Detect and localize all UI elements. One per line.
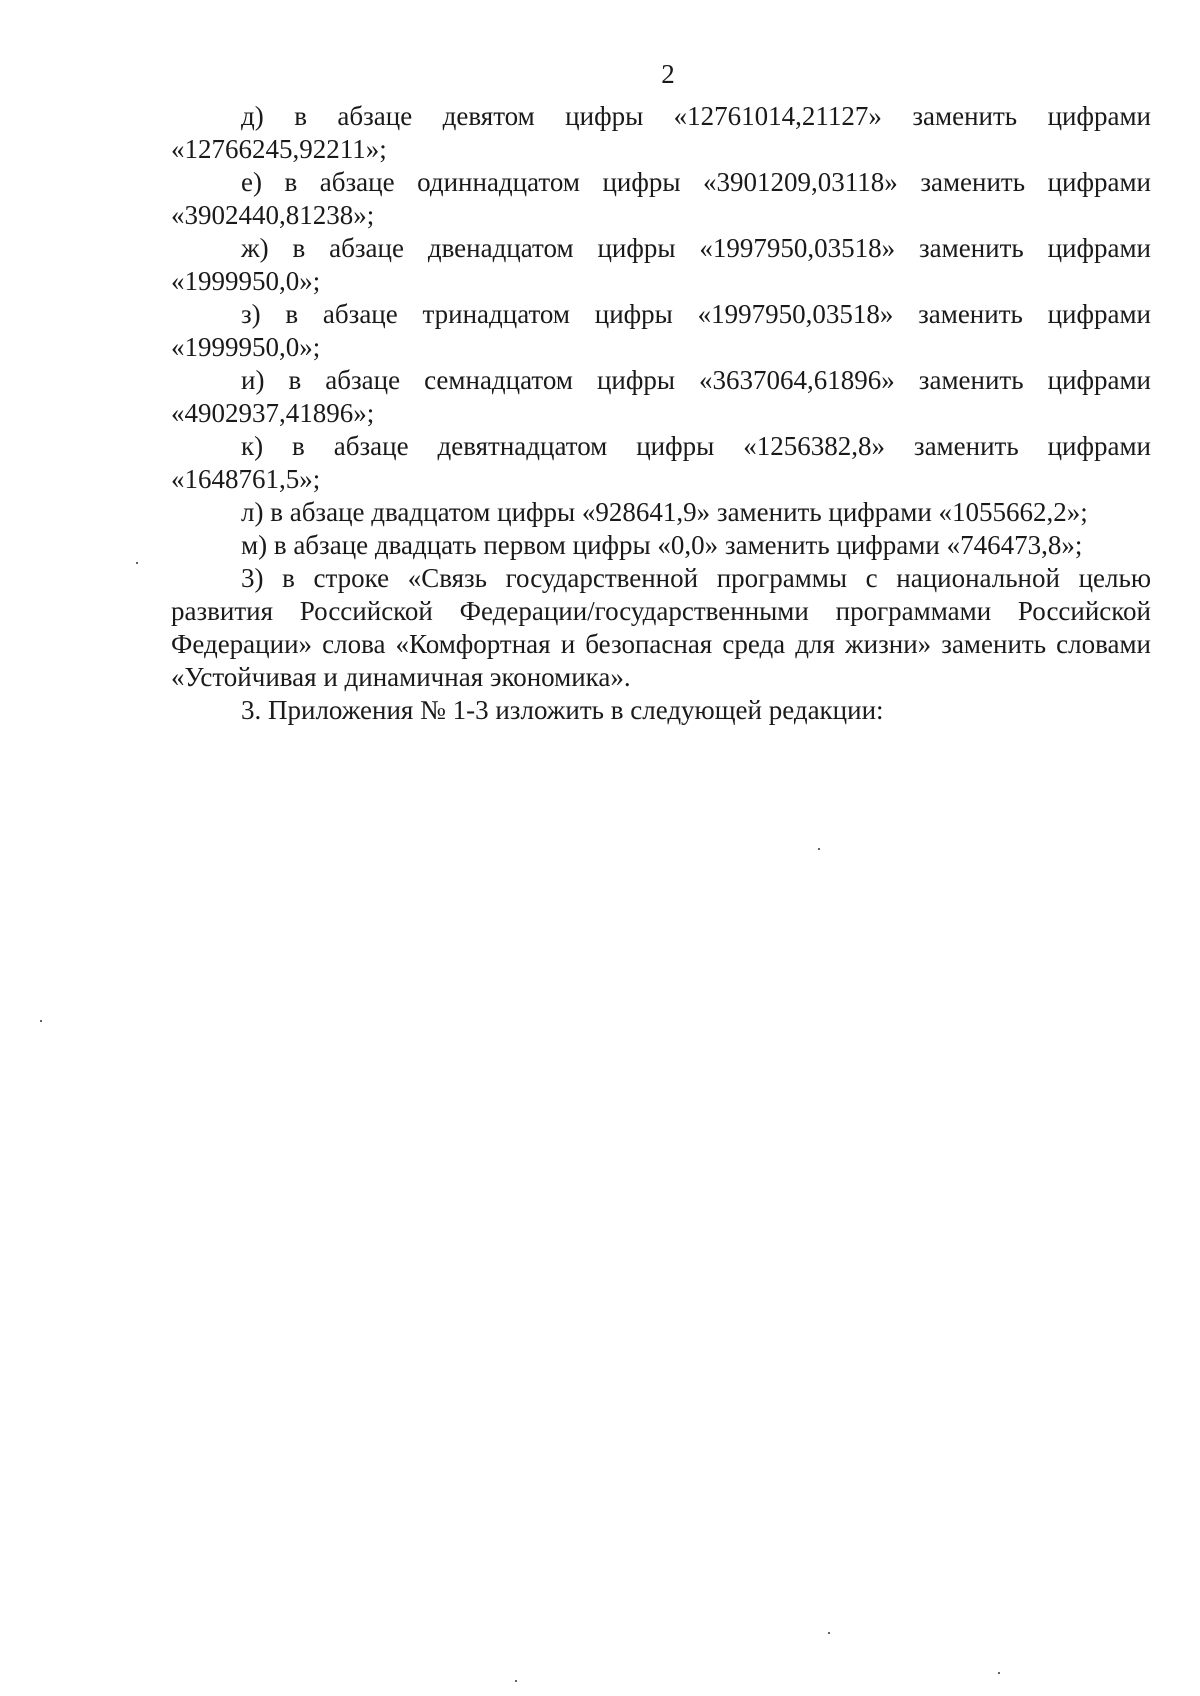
paragraph-d: д) в абзаце девятом цифры «12761014,21127» заменить цифрами «12766245,92211»; <box>171 101 1151 164</box>
paragraph-3-row: 3) в строке «Связь государственной программы с национальной целью развития Российской Федерации/государственными программами Российской Федерации» слова «Комфортная и безопасная среда для жизни» заменить словами «Устойчивая и динамичная экономика». <box>171 563 1151 692</box>
scan-speck <box>136 562 138 564</box>
scan-speck <box>998 1672 1000 1674</box>
paragraph-z: з) в абзаце тринадцатом цифры «1997950,03518» заменить цифрами «1999950,0»; <box>171 299 1151 362</box>
paragraph-i: и) в абзаце семнадцатом цифры «3637064,61896» заменить цифрами «4902937,41896»; <box>171 365 1151 428</box>
paragraph-zh: ж) в абзаце двенадцатом цифры «1997950,03518» заменить цифрами «1999950,0»; <box>171 233 1151 296</box>
paragraph-k: к) в абзаце девятнадцатом цифры «1256382,8» заменить цифрами «1648761,5»; <box>171 431 1151 494</box>
paragraph-e: е) в абзаце одиннадцатом цифры «3901209,03118» заменить цифрами «3902440,81238»; <box>171 167 1151 230</box>
page-number: 2 <box>661 59 675 89</box>
paragraph-m: м) в абзаце двадцать первом цифры «0,0» заменить цифрами «746473,8»; <box>241 530 1083 560</box>
paragraph-l: л) в абзаце двадцатом цифры «928641,9» заменить цифрами «1055662,2»; <box>241 497 1088 527</box>
scan-speck <box>515 1680 517 1682</box>
scan-speck <box>828 1632 830 1634</box>
scan-speck <box>818 848 820 850</box>
paragraph-appendices: 3. Приложения № 1-3 изложить в следующей редакции: <box>241 695 884 725</box>
scan-speck <box>40 1020 42 1022</box>
document-body <box>171 100 1151 727</box>
